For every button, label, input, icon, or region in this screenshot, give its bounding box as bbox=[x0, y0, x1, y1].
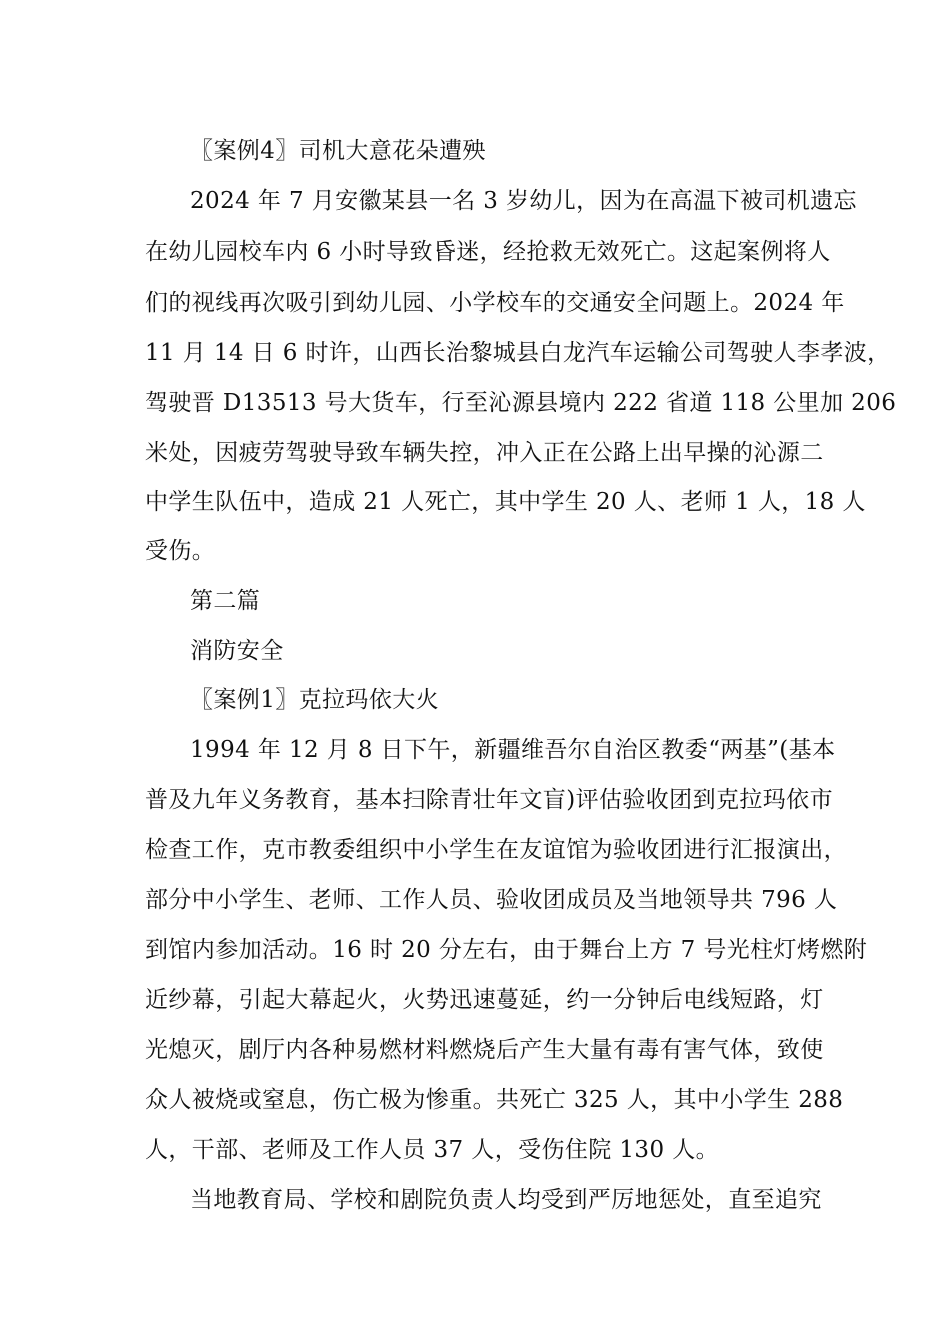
paragraph-line: 人，干部、老师及工作人员 37 人，受伤住院 130 人。 bbox=[145, 1137, 720, 1163]
paragraph-line: 到馆内参加活动。16 时 20 分左右，由于舞台上方 7 号光柱灯烤燃附 bbox=[145, 937, 868, 963]
case4-heading: 〖案例4〗司机大意花朵遭殃 bbox=[190, 138, 486, 164]
part-title: 第二篇 bbox=[190, 588, 261, 614]
paragraph-line: 光熄灭，剧厅内各种易燃材料燃烧后产生大量有毒有害气体，致使 bbox=[145, 1037, 824, 1063]
case1-heading: 〖案例1〗克拉玛依大火 bbox=[190, 687, 440, 713]
paragraph-line: 11 月 14 日 6 时许，山西长治黎城县白龙汽车运输公司驾驶人李孝波， bbox=[145, 340, 891, 366]
paragraph-line: 当地教育局、学校和剧院负责人均受到严厉地惩处，直至追究 bbox=[190, 1187, 822, 1213]
paragraph-line: 部分中小学生、老师、工作人员、验收团成员及当地领导共 796 人 bbox=[145, 887, 838, 913]
paragraph-line: 近纱幕，引起大幕起火，火势迅速蔓延，约一分钟后电线短路，灯 bbox=[145, 987, 824, 1013]
section-title: 消防安全 bbox=[190, 638, 284, 664]
paragraph-line: 2024 年 7 月安徽某县一名 3 岁幼儿，因为在高温下被司机遗忘 bbox=[190, 188, 857, 214]
paragraph-line: 1994 年 12 月 8 日下午，新疆维吾尔自治区教委“两基”(基本 bbox=[190, 737, 836, 763]
paragraph-line: 受伤。 bbox=[145, 538, 216, 564]
paragraph-line: 检查工作，克市教委组织中小学生在友谊馆为验收团进行汇报演出， bbox=[145, 837, 847, 863]
paragraph-line: 们的视线再次吸引到幼儿园、小学校车的交通安全问题上。2024 年 bbox=[145, 290, 845, 316]
paragraph-line: 在幼儿园校车内 6 小时导致昏迷，经抢救无效死亡。这起案例将人 bbox=[145, 239, 831, 265]
paragraph-line: 米处，因疲劳驾驶导致车辆失控，冲入正在公路上出早操的沁源二 bbox=[145, 440, 824, 466]
paragraph-line: 普及九年义务教育，基本扫除青壮年文盲)评估验收团到克拉玛依市 bbox=[145, 787, 833, 813]
paragraph-line: 众人被烧或窒息，伤亡极为惨重。共死亡 325 人，其中小学生 288 bbox=[145, 1087, 844, 1113]
paragraph-line: 驾驶晋 D13513 号大货车，行至沁源县境内 222 省道 118 公里加 206 bbox=[145, 390, 897, 416]
paragraph-line: 中学生队伍中，造成 21 人死亡，其中学生 20 人、老师 1 人，18 人 bbox=[145, 489, 866, 515]
